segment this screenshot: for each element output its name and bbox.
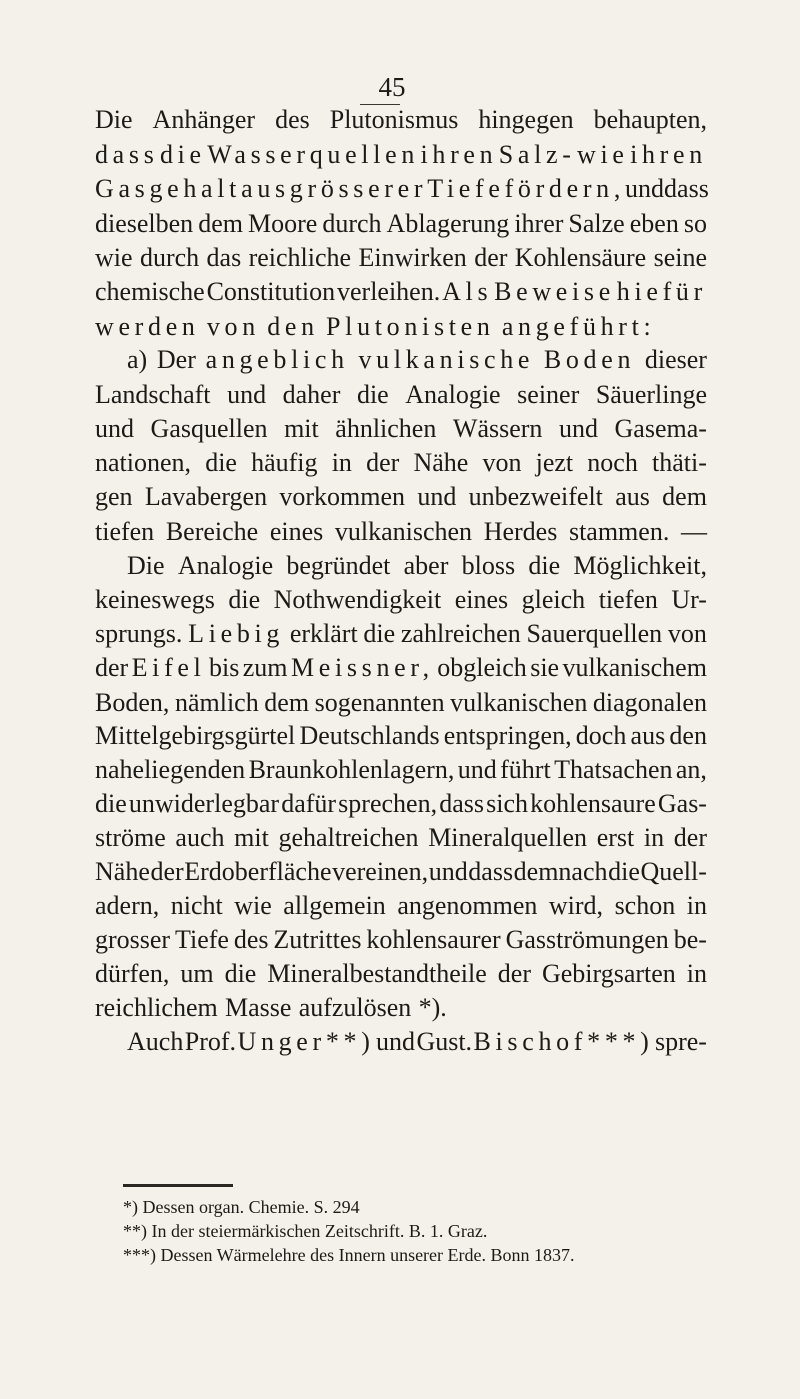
word: der xyxy=(474,243,508,272)
word: und xyxy=(428,857,468,886)
word: aus xyxy=(630,721,666,750)
word: von xyxy=(667,619,707,648)
word: und xyxy=(95,414,134,443)
word: fördern, xyxy=(504,174,626,203)
word: angeführt: xyxy=(501,312,656,341)
word: Tiefe xyxy=(427,174,505,203)
word: von xyxy=(482,448,522,477)
word: die xyxy=(356,380,389,409)
word: dem xyxy=(198,209,243,238)
word: in xyxy=(643,823,665,852)
word: dass xyxy=(468,857,514,886)
word: und xyxy=(417,482,457,511)
word: ihren xyxy=(630,140,707,169)
word: Analogie xyxy=(177,551,274,580)
word: Lavabergen xyxy=(144,482,268,511)
word: Gust. xyxy=(416,1027,473,1056)
word: Die xyxy=(127,551,165,580)
word: Möglichkeit, xyxy=(573,551,707,580)
word: um xyxy=(180,959,214,988)
word: Als xyxy=(442,277,493,306)
word: der xyxy=(95,653,129,682)
word: aus xyxy=(241,174,290,203)
text-line xyxy=(95,652,707,684)
word: unwiderlegbar xyxy=(128,789,280,818)
word: in xyxy=(686,891,707,920)
word: stammen. xyxy=(568,517,670,546)
word: Ur- xyxy=(671,585,707,614)
word: Prof. xyxy=(184,1027,237,1056)
word: vereinen, xyxy=(332,857,429,886)
text-line xyxy=(95,856,707,888)
word: tiefen xyxy=(95,517,155,546)
word: seine xyxy=(653,243,707,272)
word: erst xyxy=(596,823,635,852)
word: Zutrittes xyxy=(273,925,362,954)
word: die xyxy=(159,140,206,169)
word: Masse xyxy=(224,993,292,1022)
word: Gasgehalt xyxy=(95,174,242,203)
word: keineswegs xyxy=(95,585,215,614)
word: kohlensaurer xyxy=(366,925,501,954)
word: Liebig xyxy=(188,619,285,648)
word: Herdes xyxy=(483,517,558,546)
word: Salze xyxy=(568,209,625,238)
word: spre- xyxy=(654,1027,707,1056)
text-line xyxy=(95,139,707,171)
footnote: **) In der steiermärkischen Zeitschrift. B. 1. Graz. xyxy=(123,1221,488,1241)
word: bis xyxy=(208,653,240,682)
word: daher xyxy=(282,380,341,409)
word: vulkanische xyxy=(358,345,535,374)
text-line xyxy=(95,924,707,956)
word: nicht xyxy=(170,891,223,920)
word: und xyxy=(457,755,497,784)
word: adern, xyxy=(95,891,160,920)
text-line xyxy=(95,687,707,719)
word: Anhänger xyxy=(152,105,256,134)
word: Nähe xyxy=(413,448,469,477)
text-line xyxy=(95,992,707,1024)
text-line xyxy=(95,311,707,343)
word: Mineralbestandtheile xyxy=(267,959,487,988)
word: sogenannten xyxy=(314,688,445,717)
word: Eifel xyxy=(131,653,206,682)
word: Quell- xyxy=(640,857,707,886)
footnote-rule xyxy=(123,1184,233,1187)
word: Säuerlinge xyxy=(595,380,707,409)
word: der xyxy=(150,857,184,886)
word: die xyxy=(224,959,257,988)
word: grösserer xyxy=(289,174,428,203)
word: zum xyxy=(242,653,288,682)
text-line xyxy=(95,754,707,786)
word: aufzulösen xyxy=(298,993,412,1022)
word: auch xyxy=(175,823,225,852)
text-line xyxy=(95,516,707,548)
word: dieselben xyxy=(95,209,194,238)
word: Gas- xyxy=(657,789,707,818)
word: des xyxy=(275,105,310,134)
word: die xyxy=(528,551,561,580)
word: Der xyxy=(156,345,196,374)
word: Boden xyxy=(543,345,636,374)
word: noch xyxy=(587,448,638,477)
word: Nothwendigkeit xyxy=(273,585,442,614)
word: thäti- xyxy=(652,448,707,477)
word: den xyxy=(267,312,319,341)
word: angenommen xyxy=(397,891,538,920)
word: a) xyxy=(127,345,148,374)
footnote: *) Dessen organ. Chemie. S. 294 xyxy=(123,1197,360,1217)
word: in xyxy=(686,959,707,988)
word: und xyxy=(625,174,665,203)
word: mit xyxy=(284,414,319,443)
word: Salz- xyxy=(498,140,576,169)
word: Gasströmungen xyxy=(505,925,669,954)
word: der xyxy=(673,823,707,852)
word: zahlreichen xyxy=(400,619,521,648)
word: ihren xyxy=(420,140,498,169)
word: unbezweifelt xyxy=(468,482,603,511)
word: den xyxy=(669,721,707,750)
word: Moore xyxy=(247,209,318,238)
word: Beweise xyxy=(494,277,615,306)
text-line xyxy=(95,104,707,136)
word: eines xyxy=(269,517,324,546)
text-line xyxy=(95,958,707,990)
word: doch xyxy=(575,721,627,750)
word: allgemein xyxy=(283,891,386,920)
word: diagonalen xyxy=(592,688,707,717)
word: tiefen xyxy=(598,585,658,614)
word: Bischof***) xyxy=(473,1027,654,1056)
page-number: 45 xyxy=(378,72,406,102)
word: seiner xyxy=(517,380,580,409)
text-line xyxy=(95,890,707,922)
word: werden xyxy=(95,312,200,341)
word: behaupten, xyxy=(593,105,707,134)
word: Braunkohlenlagern, xyxy=(248,755,455,784)
word: Mittelgebirgsgürtel xyxy=(95,721,296,750)
word: dass xyxy=(95,140,159,169)
word: durch xyxy=(139,243,200,272)
word: Mineralquellen xyxy=(428,823,588,852)
word: Deutschlands xyxy=(299,721,440,750)
word: der xyxy=(497,959,531,988)
word: eines xyxy=(454,585,509,614)
word: dafür xyxy=(281,789,337,818)
word: Ablagerung xyxy=(386,209,510,238)
text-line xyxy=(95,379,707,411)
word: häufig xyxy=(251,448,318,477)
text-line xyxy=(95,618,707,650)
word: Einwirken xyxy=(358,243,467,272)
word: ähnlichen xyxy=(335,414,437,443)
text-line xyxy=(95,208,707,240)
text-line xyxy=(127,1026,707,1058)
word: so xyxy=(683,209,707,238)
word: Sauerquellen xyxy=(526,619,663,648)
word: die xyxy=(363,619,396,648)
footnote: ***) Dessen Wärmelehre des Innern unserer Erde. Bonn 1837. xyxy=(123,1245,575,1265)
word: Constitution xyxy=(206,277,336,306)
word: die xyxy=(95,789,127,818)
word: Die xyxy=(95,105,133,134)
word: vulkanischem xyxy=(562,653,707,682)
word: das xyxy=(206,243,242,272)
text-line xyxy=(95,447,707,479)
word: *). xyxy=(418,993,447,1022)
word: Bereiche xyxy=(165,517,259,546)
word: chemische xyxy=(95,277,205,306)
word: Auch xyxy=(127,1027,184,1056)
word: vorkommen xyxy=(279,482,406,511)
word: dürfen, xyxy=(95,959,170,988)
word: Plutonisten xyxy=(326,312,495,341)
word: Landschaft xyxy=(95,380,211,409)
word: Plutonismus xyxy=(329,105,459,134)
word: Kohlensäure xyxy=(514,243,647,272)
word: dem xyxy=(662,482,707,511)
word: Gebirgsarten xyxy=(541,959,676,988)
word: und xyxy=(376,1027,415,1056)
word: Tiefe xyxy=(175,925,229,954)
text-line xyxy=(95,481,707,513)
word: dass xyxy=(664,174,709,203)
word: verleihen. xyxy=(337,277,441,306)
text-line xyxy=(127,550,707,582)
word: jezt xyxy=(535,448,574,477)
word: Analogie xyxy=(405,380,501,409)
word: angeblich xyxy=(205,345,349,374)
word: eben xyxy=(629,209,679,238)
word: Gasema- xyxy=(614,414,707,443)
word: grosser xyxy=(95,925,171,954)
word: naheliegenden xyxy=(95,755,246,784)
word: gleich xyxy=(521,585,586,614)
word: schon xyxy=(614,891,676,920)
text-line xyxy=(95,242,707,274)
word: Gasquellen xyxy=(150,414,268,443)
text-line xyxy=(95,173,707,205)
word: entspringen, xyxy=(443,721,572,750)
word: dieser xyxy=(644,345,707,374)
word: aus xyxy=(615,482,650,511)
word: Erdoberfläche xyxy=(184,857,332,886)
word: hiefür xyxy=(616,277,707,306)
word: der xyxy=(366,448,400,477)
text-line xyxy=(95,720,707,752)
word: bloss xyxy=(461,551,516,580)
text-line xyxy=(127,344,707,376)
word: Nähe xyxy=(95,857,150,886)
word: nämlich xyxy=(174,688,259,717)
word: sie xyxy=(530,653,560,682)
word: durch xyxy=(322,209,382,238)
word: führt xyxy=(500,755,551,784)
word: an, xyxy=(675,755,707,784)
word: gehaltreichen xyxy=(278,823,419,852)
word: vulkanischen xyxy=(450,688,588,717)
text-line xyxy=(95,822,707,854)
word: obgleich xyxy=(437,653,527,682)
word: mit xyxy=(234,823,269,852)
word: und xyxy=(558,414,598,443)
word: demnach xyxy=(513,857,608,886)
word: hingegen xyxy=(478,105,574,134)
text-line xyxy=(95,413,707,445)
word: sprechen, xyxy=(338,789,438,818)
text-line xyxy=(95,788,707,820)
word: sich xyxy=(486,789,528,818)
word: in xyxy=(331,448,352,477)
word: aber xyxy=(403,551,449,580)
word: Boden, xyxy=(95,688,170,717)
word: — xyxy=(680,517,707,546)
word: ströme xyxy=(95,823,166,852)
word: ihrer xyxy=(514,209,564,238)
word: sprungs. xyxy=(95,619,183,648)
word: wie xyxy=(234,891,272,920)
word: gen xyxy=(95,482,133,511)
word: kohlensaure xyxy=(530,789,656,818)
word: und xyxy=(227,380,267,409)
word: reichlichem xyxy=(95,993,218,1022)
word: die xyxy=(205,448,237,477)
word: Meissner, xyxy=(290,653,434,682)
text-line xyxy=(95,584,707,616)
word: be- xyxy=(673,925,707,954)
word: erklärt xyxy=(289,619,358,648)
word: dass xyxy=(439,789,484,818)
word: wie xyxy=(577,140,629,169)
word: begründet xyxy=(286,551,391,580)
word: die xyxy=(228,585,261,614)
word: von xyxy=(206,312,260,341)
word: nationen, xyxy=(95,448,192,477)
word: Thatsachen xyxy=(554,755,673,784)
word: reichliche xyxy=(248,243,352,272)
word: des xyxy=(233,925,269,954)
word: wie xyxy=(95,243,133,272)
word: die xyxy=(608,857,640,886)
word: Unger**) xyxy=(237,1027,375,1056)
word: vulkanischen xyxy=(334,517,473,546)
text-line xyxy=(95,276,707,308)
word: wird, xyxy=(548,891,604,920)
word: Wasserquellen xyxy=(207,140,420,169)
word: Wässern xyxy=(452,414,543,443)
word: dem xyxy=(264,688,310,717)
